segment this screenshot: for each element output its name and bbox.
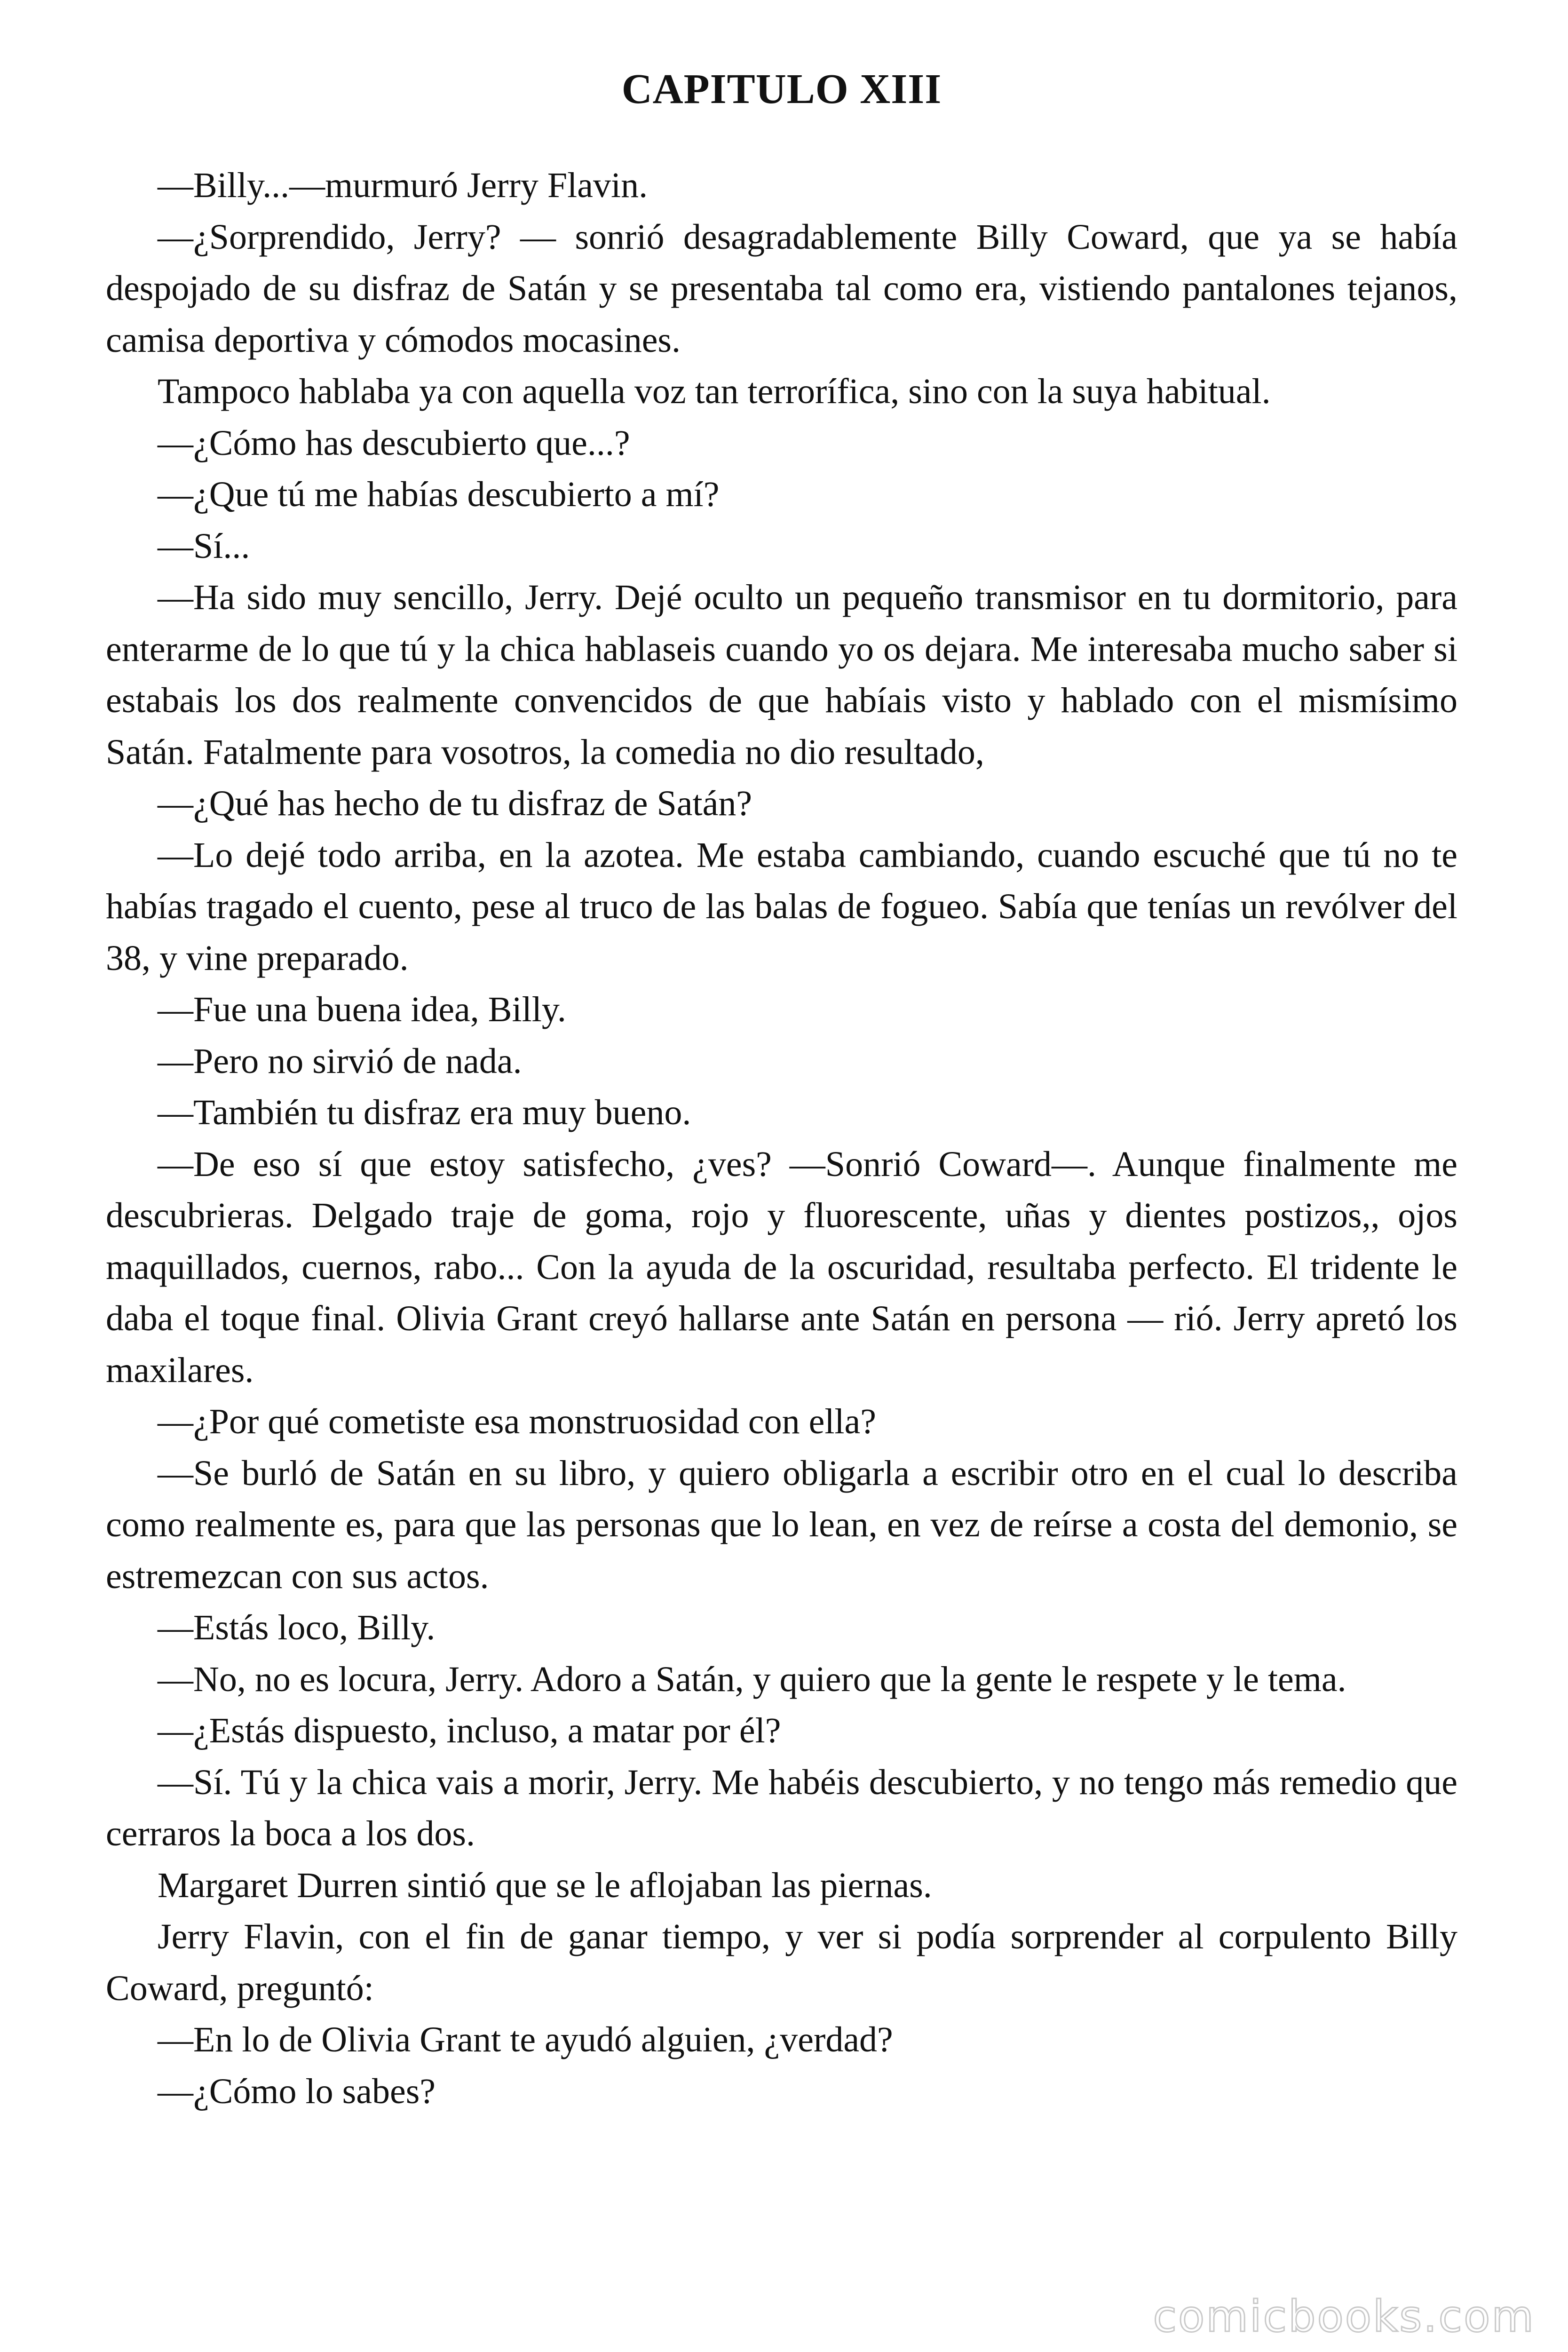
paragraph: —¿Por qué cometiste esa monstruosidad con ella? [158,1402,877,1441]
paragraph: —En lo de Olivia Grant te ayudó alguien, ¿verdad? [158,2020,893,2059]
chapter-title: CAPITULO XIII [621,66,942,112]
paragraph: Margaret Durren sintió que se le aflojaban las piernas. [158,1865,932,1905]
paragraph: —Sí. Tú y la chica vais a morir, Jerry. Me habéis descubierto, y no tengo más remedio que cerraros la boca a los dos. [106,1762,1457,1853]
paragraph: —¿Estás dispuesto, incluso, a matar por él? [158,1711,781,1750]
paragraph: —¿Sorprendido, Jerry? — sonrió desagradablemente Billy Coward, que ya se había despojado de su disfraz de Satán y se presentaba tal como era, vistiendo pantalones tejanos, camisa deportiva y cómodos mocasines. [106,217,1457,360]
chapter-body [106,160,1457,2117]
paragraph: —¿Cómo lo sabes? [158,2071,436,2111]
paragraph: —Ha sido muy sencillo, Jerry. Dejé oculto un pequeño transmisor en tu dormitorio, para enterarme de lo que tú y la chica hablaseis cuando yo os dejara. Me interesaba mucho saber si estabais los dos realmente convencidos de que habíais visto y hablado con el mismísimo Satán. Fatalmente para vosotros, la comedia no dio resultado, [106,578,1457,772]
paragraph: —Billy...—murmuró Jerry Flavin. [158,166,648,205]
paragraph: —De eso sí que estoy satisfecho, ¿ves? —Sonrió Coward—. Aunque finalmente me descubrieras. Delgado traje de goma, rojo y fluorescente, uñas y dientes postizos,, ojos maquillados, cuernos, rabo... Con la ayuda de la oscuridad, resultaba perfecto. El tridente le daba el toque final. Olivia Grant creyó hallarse ante Satán en persona — rió. Jerry apretó los maxilares. [106,1144,1457,1390]
paragraph: —¿Qué has hecho de tu disfraz de Satán? [158,784,752,823]
paragraph: Jerry Flavin, con el fin de ganar tiempo, y ver si podía sorprender al corpulento Billy Coward, preguntó: [106,1917,1457,2008]
paragraph: Tampoco hablaba ya con aquella voz tan terrorífica, sino con la suya habitual. [158,372,1271,411]
paragraph: —Se burló de Satán en su libro, y quiero obligarla a escribir otro en el cual lo describa como realmente es, para que las personas que lo lean, en vez de reírse a costa del demonio, se estremezcan con sus actos. [106,1453,1457,1596]
paragraph: —También tu disfraz era muy bueno. [158,1093,691,1132]
watermark: comicbooks.com [1153,2291,1535,2342]
paragraph: —Sí... [158,526,250,566]
paragraph: —Estás loco, Billy. [158,1608,436,1647]
paragraph: —No, no es locura, Jerry. Adoro a Satán, y quiero que la gente le respete y le tema. [158,1659,1346,1699]
paragraph: —Pero no sirvió de nada. [158,1041,522,1081]
paragraph: —¿Que tú me habías descubierto a mí? [158,475,720,514]
paragraph: —Lo dejé todo arriba, en la azotea. Me estaba cambiando, cuando escuché que tú no te habías tragado el cuento, pese al truco de las balas de fogueo. Sabía que tenías un revólver del 38, y vine preparado. [106,835,1457,978]
paragraph: —¿Cómo has descubierto que...? [158,423,630,463]
paragraph: —Fue una buena idea, Billy. [158,990,566,1029]
